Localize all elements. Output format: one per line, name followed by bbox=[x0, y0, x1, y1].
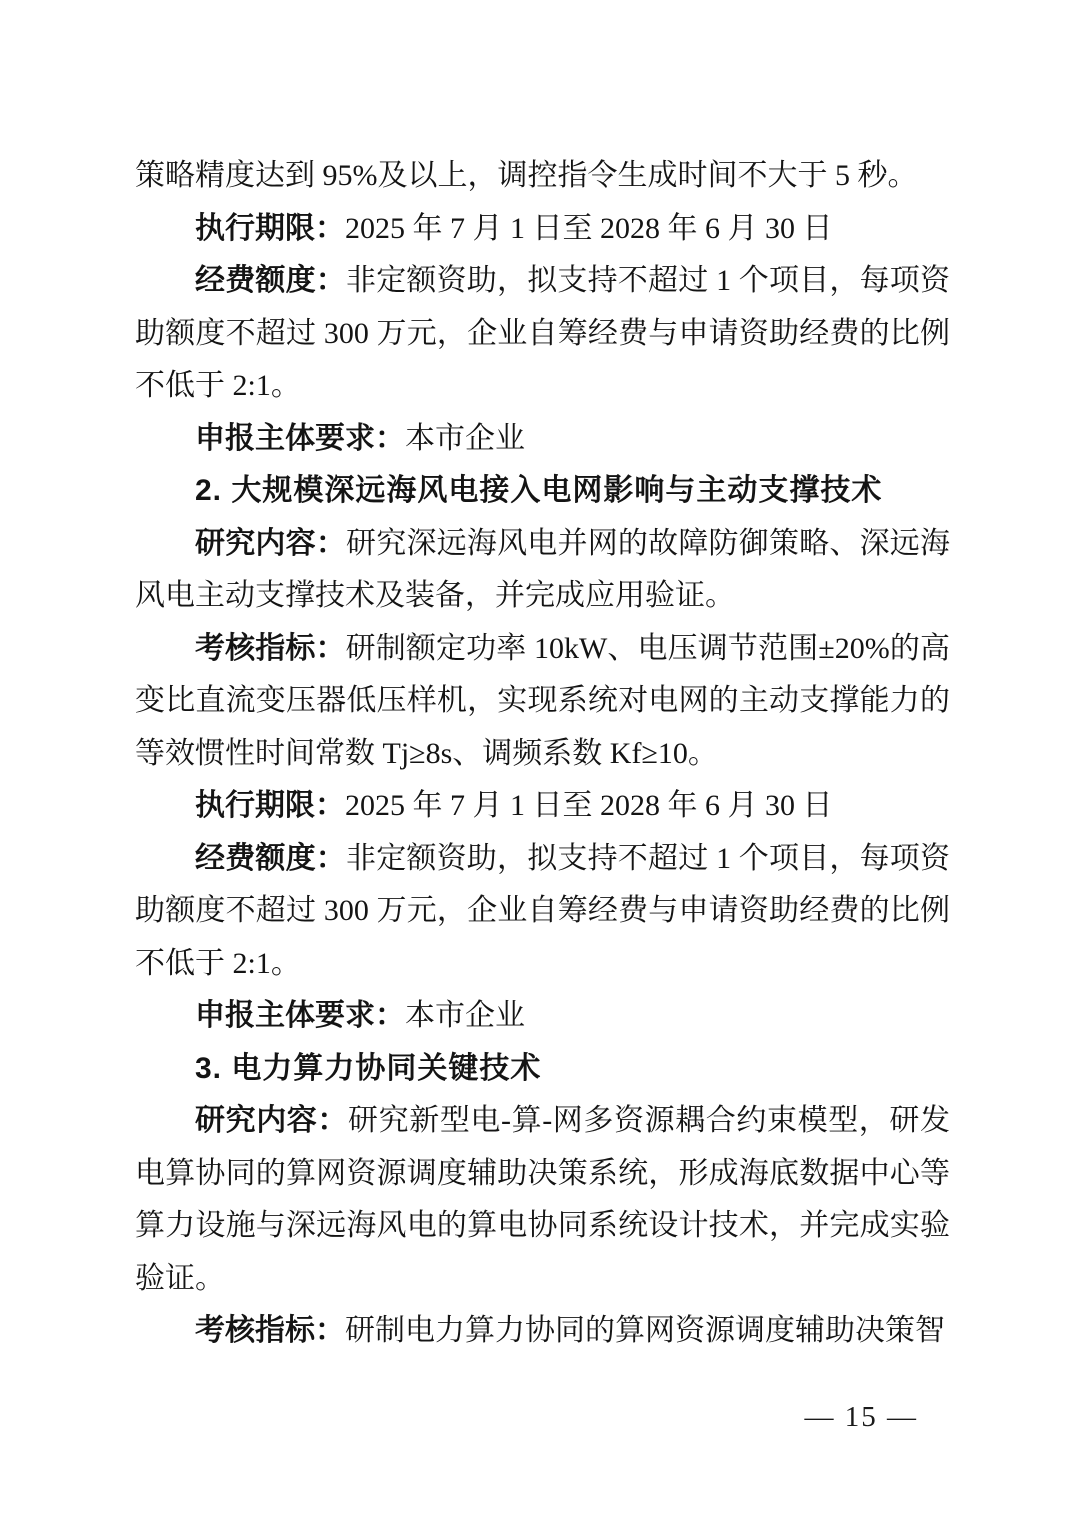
paragraph bbox=[135, 413, 950, 466]
section-heading-text: 2. 大规模深远海风电接入电网影响与主动支撑技术 bbox=[195, 474, 883, 507]
field-label: 执行期限： bbox=[195, 211, 345, 245]
field-label: 经费额度： bbox=[195, 841, 346, 875]
field-label: 执行期限： bbox=[195, 789, 345, 822]
field-label: 申报主体要求： bbox=[195, 999, 405, 1032]
paragraph-text: 非定额资助，拟支持不超过 1 个项目，每项资助额度不超过 300 万元，企业自筹经费与申请资助经费的比例不低于 2:1。 bbox=[135, 264, 950, 402]
paragraph bbox=[135, 990, 950, 1043]
paragraph-text: 研制额定功率 10kW、电压调节范围±20%的高变比直流变压器低压样机，实现系统对电网的主动支撑能力的等效惯性时间常数 Tj≥8s、调频系数 Kf≥10。 bbox=[135, 631, 950, 770]
paragraph bbox=[135, 255, 950, 413]
field-label: 考核指标： bbox=[195, 1314, 345, 1347]
paragraph-text: 本市企业 bbox=[405, 421, 525, 455]
paragraph bbox=[135, 518, 950, 623]
paragraph bbox=[135, 780, 950, 833]
paragraph-text: 非定额资助，拟支持不超过 1 个项目，每项资助额度不超过 300 万元，企业自筹经费与申请资助经费的比例不低于 2:1。 bbox=[135, 841, 950, 980]
paragraph-text: 2025 年 7 月 1 日至 2028 年 6 月 30 日 bbox=[345, 211, 833, 245]
paragraph bbox=[135, 1305, 950, 1358]
field-label: 申报主体要求： bbox=[195, 421, 405, 455]
section-heading-text: 3. 电力算力协同关键技术 bbox=[195, 1051, 542, 1085]
paragraph bbox=[135, 1095, 950, 1305]
paragraph bbox=[135, 150, 950, 203]
field-label: 考核指标： bbox=[195, 631, 346, 665]
content-area bbox=[135, 150, 950, 1358]
field-label: 研究内容： bbox=[195, 526, 347, 560]
section-heading bbox=[135, 465, 950, 518]
field-label: 研究内容： bbox=[195, 1104, 349, 1137]
section-heading bbox=[135, 1043, 950, 1096]
paragraph bbox=[135, 203, 950, 256]
paragraph-text: 策略精度达到 95%及以上，调控指令生成时间不大于 5 秒。 bbox=[135, 159, 918, 192]
paragraph-text: 2025 年 7 月 1 日至 2028 年 6 月 30 日 bbox=[345, 789, 833, 822]
paragraph-text: 研究深远海风电并网的故障防御策略、深远海风电主动支撑技术及装备，并完成应用验证。 bbox=[135, 526, 951, 612]
paragraph bbox=[135, 833, 950, 991]
field-label: 经费额度： bbox=[195, 264, 346, 297]
paragraph-text: 本市企业 bbox=[405, 999, 525, 1032]
page-number: — 15 — bbox=[804, 1401, 918, 1433]
paragraph-text: 研究新型电-算-网多资源耦合约束模型，研发电算协同的算网资源调度辅助决策系统，形成海底数据中心等算力设施与深远海风电的算电协同系统设计技术，并完成实验验证。 bbox=[135, 1104, 951, 1295]
paragraph-text: 研制电力算力协同的算网资源调度辅助决策智 bbox=[345, 1314, 945, 1347]
paragraph bbox=[135, 623, 950, 781]
